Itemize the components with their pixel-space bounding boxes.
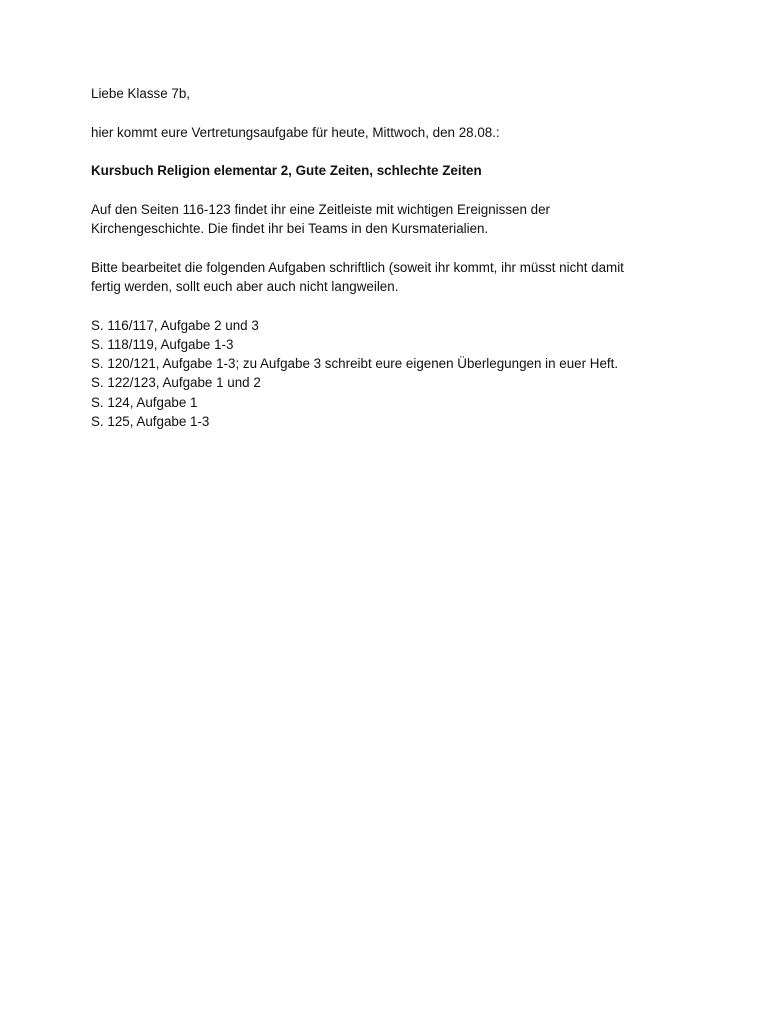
spacer (91, 142, 711, 161)
task-item: S. 118/119, Aufgabe 1-3 (91, 336, 234, 352)
spacer (91, 103, 711, 122)
task-item: S. 120/121, Aufgabe 1-3; zu Aufgabe 3 schreibt eure eigenen Überlegungen in euer Heft. (91, 356, 619, 372)
document-heading: Kursbuch Religion elementar 2, Gute Zeiten, schlechte Zeiten (91, 163, 482, 179)
document-page (91, 84, 711, 431)
greeting: Liebe Klasse 7b, (91, 86, 191, 101)
spacer (91, 296, 711, 315)
task-list (91, 316, 711, 432)
task-item: S. 125, Aufgabe 1-3 (91, 414, 210, 430)
paragraph-instructions-line-1: Bitte bearbeitet die folgenden Aufgaben schriftlich (soweit ihr kommt, ihr müsst nicht damit (91, 259, 624, 275)
spacer (91, 180, 711, 199)
paragraph-timeline-line-2: Kirchengeschichte. Die findet ihr bei Teams in den Kursmaterialien. (91, 221, 489, 237)
task-item: S. 124, Aufgabe 1 (91, 394, 198, 410)
spacer (91, 238, 711, 257)
paragraph-timeline-line-1: Auf den Seiten 116-123 findet ihr eine Zeitleiste mit wichtigen Ereignissen der (91, 201, 551, 217)
intro-text: hier kommt eure Vertretungsaufgabe für heute, Mittwoch, den 28.08.: (91, 124, 500, 140)
paragraph-instructions-line-2: fertig werden, sollt euch aber auch nicht langweilen. (91, 278, 399, 294)
task-item: S. 116/117, Aufgabe 2 und 3 (91, 317, 259, 333)
task-item: S. 122/123, Aufgabe 1 und 2 (91, 375, 261, 391)
